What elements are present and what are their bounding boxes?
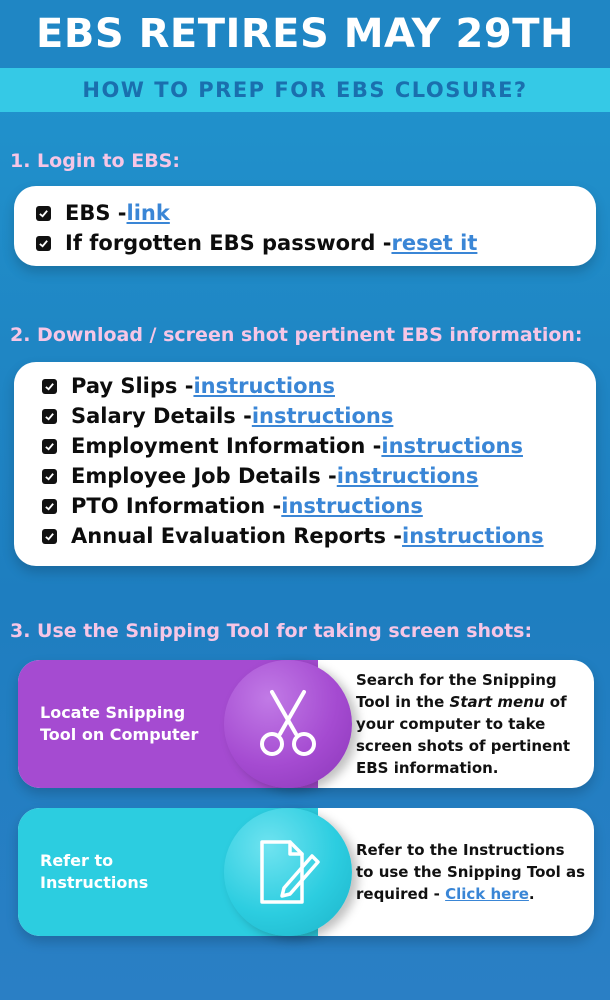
item-label: Annual Evaluation Reports -: [71, 524, 403, 548]
header-bar: [0, 0, 610, 68]
document-edit-icon: [224, 808, 352, 936]
pay-slips-instructions-link[interactable]: instructions: [193, 374, 335, 398]
section-2-title: 2. Download / screen shot pertinent EBS information:: [10, 324, 583, 346]
reset-password-link[interactable]: reset it: [391, 231, 478, 255]
checklist-item: [42, 401, 596, 431]
page-subtitle: HOW TO PREP FOR EBS CLOSURE?: [82, 78, 528, 102]
item-label: PTO Information -: [71, 494, 282, 518]
scissors-icon: [224, 660, 352, 788]
step-1-text-after: of your computer to take screen shots of pertinent EBS information.: [356, 693, 571, 777]
step-2-label-line-2: Instructions: [40, 873, 149, 892]
step-2-label-line-1: Refer to: [40, 851, 114, 870]
page-title: EBS RETIRES MAY 29TH: [36, 11, 574, 57]
checklist-item: [36, 198, 596, 228]
section-1-title: 1. Login to EBS:: [10, 150, 180, 172]
download-card: [14, 362, 596, 566]
login-card: [14, 186, 596, 266]
checklist-item: [42, 461, 596, 491]
section-3-title: 3. Use the Snipping Tool for taking screen shots:: [10, 620, 533, 642]
step-1-label-line-1: Locate Snipping: [40, 703, 186, 722]
item-label: Pay Slips -: [71, 374, 194, 398]
checkbox-checked-icon: [42, 409, 57, 424]
checkbox-checked-icon: [42, 469, 57, 484]
checkbox-checked-icon: [36, 236, 51, 251]
step-2-text-after: .: [528, 885, 535, 903]
checkbox-checked-icon: [42, 439, 57, 454]
checkbox-checked-icon: [42, 379, 57, 394]
step-2-text: Refer to the Instructions to use the Snipping Tool as required -: [356, 841, 586, 903]
pto-information-instructions-link[interactable]: instructions: [281, 494, 423, 518]
step-1-description: [356, 660, 586, 788]
checkbox-checked-icon: [42, 499, 57, 514]
employee-job-details-instructions-link[interactable]: instructions: [336, 464, 479, 488]
item-label: Employee Job Details -: [71, 464, 337, 488]
item-label: EBS -: [65, 201, 127, 225]
checklist-item: [42, 491, 596, 521]
checklist-item: [42, 521, 596, 551]
checklist-item: [42, 371, 596, 401]
step-locate-snipping-tool: [18, 660, 594, 788]
start-menu-text: Start menu: [449, 693, 545, 711]
annual-evaluation-instructions-link[interactable]: instructions: [402, 524, 544, 548]
employment-information-instructions-link[interactable]: instructions: [381, 434, 523, 458]
step-refer-instructions: [18, 808, 594, 936]
ebs-link[interactable]: link: [126, 201, 170, 225]
checklist-item: [36, 228, 596, 258]
step-1-text: Search for the Snipping Tool in the: [356, 671, 557, 711]
item-label: Employment Information -: [71, 434, 382, 458]
step-2-description: [356, 808, 586, 936]
item-label: If forgotten EBS password -: [65, 231, 392, 255]
checkbox-checked-icon: [36, 206, 51, 221]
click-here-link[interactable]: Click here: [445, 885, 529, 903]
item-label: Salary Details -: [71, 404, 252, 428]
step-1-label-line-2: Tool on Computer: [40, 725, 199, 744]
salary-details-instructions-link[interactable]: instructions: [251, 404, 394, 428]
subtitle-bar: [0, 68, 610, 112]
checklist-item: [42, 431, 596, 461]
checkbox-checked-icon: [42, 529, 57, 544]
